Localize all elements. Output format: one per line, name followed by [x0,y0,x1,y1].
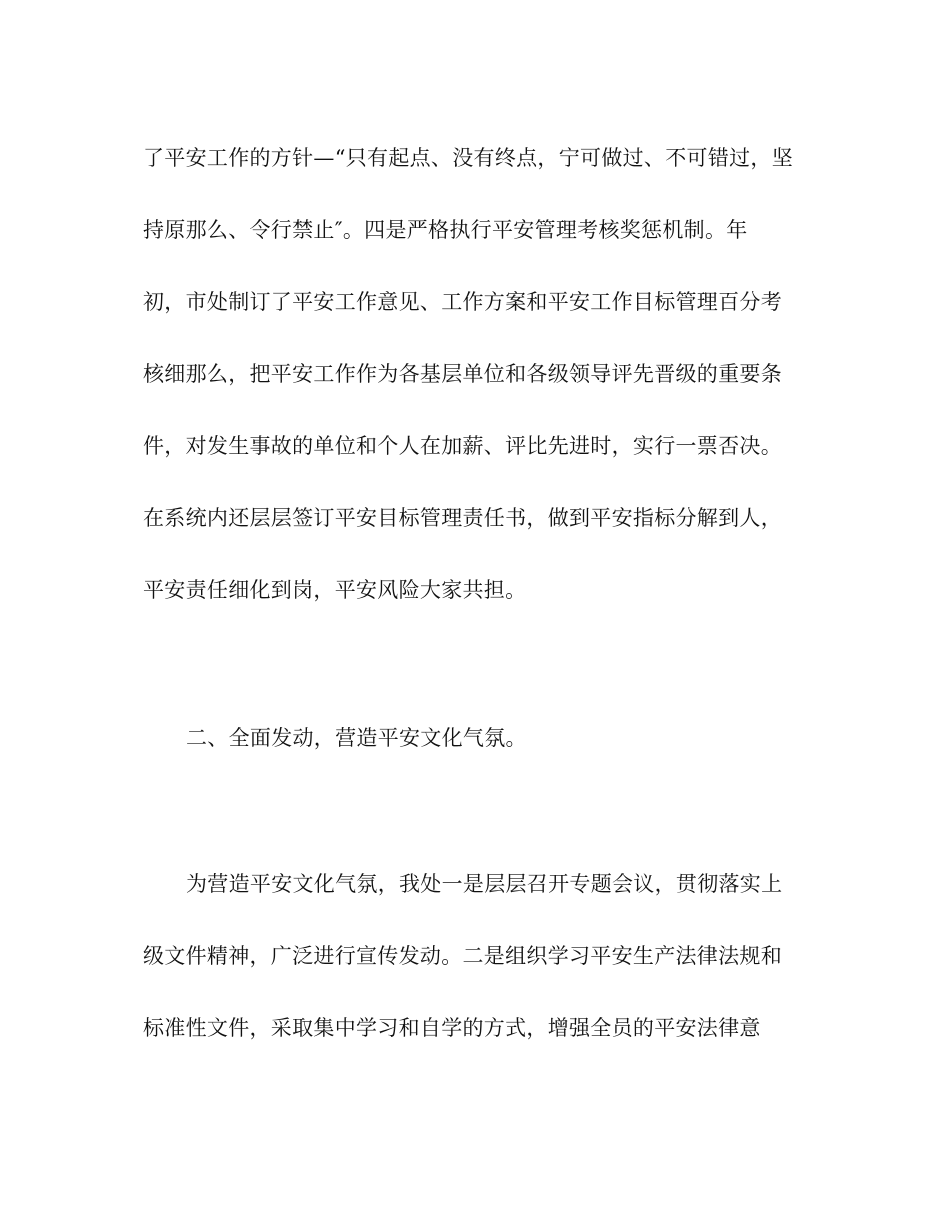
body-text-line: 初，市处制订了平安工作意见、工作方案和平安工作目标管理百分考 [143,290,782,314]
body-text-line: 为营造平安文化气氛，我处一是层层召开专题会议，贯彻落实上 [186,872,783,896]
body-text-line: 在系统内还层层签订平安目标管理责任书，做到平安指标分解到人， [143,506,782,530]
body-text-line: 平安责任细化到岗，平安风险大家共担。 [143,578,527,602]
section-heading: 二、全面发动，营造平安文化气氛。 [186,726,527,750]
body-text-line: 持原那么、令行禁止″。四是严格执行平安管理考核奖惩机制。年 [143,218,748,242]
body-text-line: 级文件精神，广泛进行宣传发动。二是组织学习平安生产法律法规和 [143,944,782,968]
body-text-line: 核细那么，把平安工作作为各基层单位和各级领导评先晋级的重要条 [143,362,782,386]
body-text-line: 了平安工作的方针—“只有起点、没有终点，宁可做过、不可错过，坚 [143,146,794,170]
body-text-line: 标准性文件，采取集中学习和自学的方式，增强全员的平安法律意 [143,1016,761,1040]
body-text-line: 件，对发生事故的单位和个人在加薪、评比先进时，实行一票否决。 [143,434,782,458]
